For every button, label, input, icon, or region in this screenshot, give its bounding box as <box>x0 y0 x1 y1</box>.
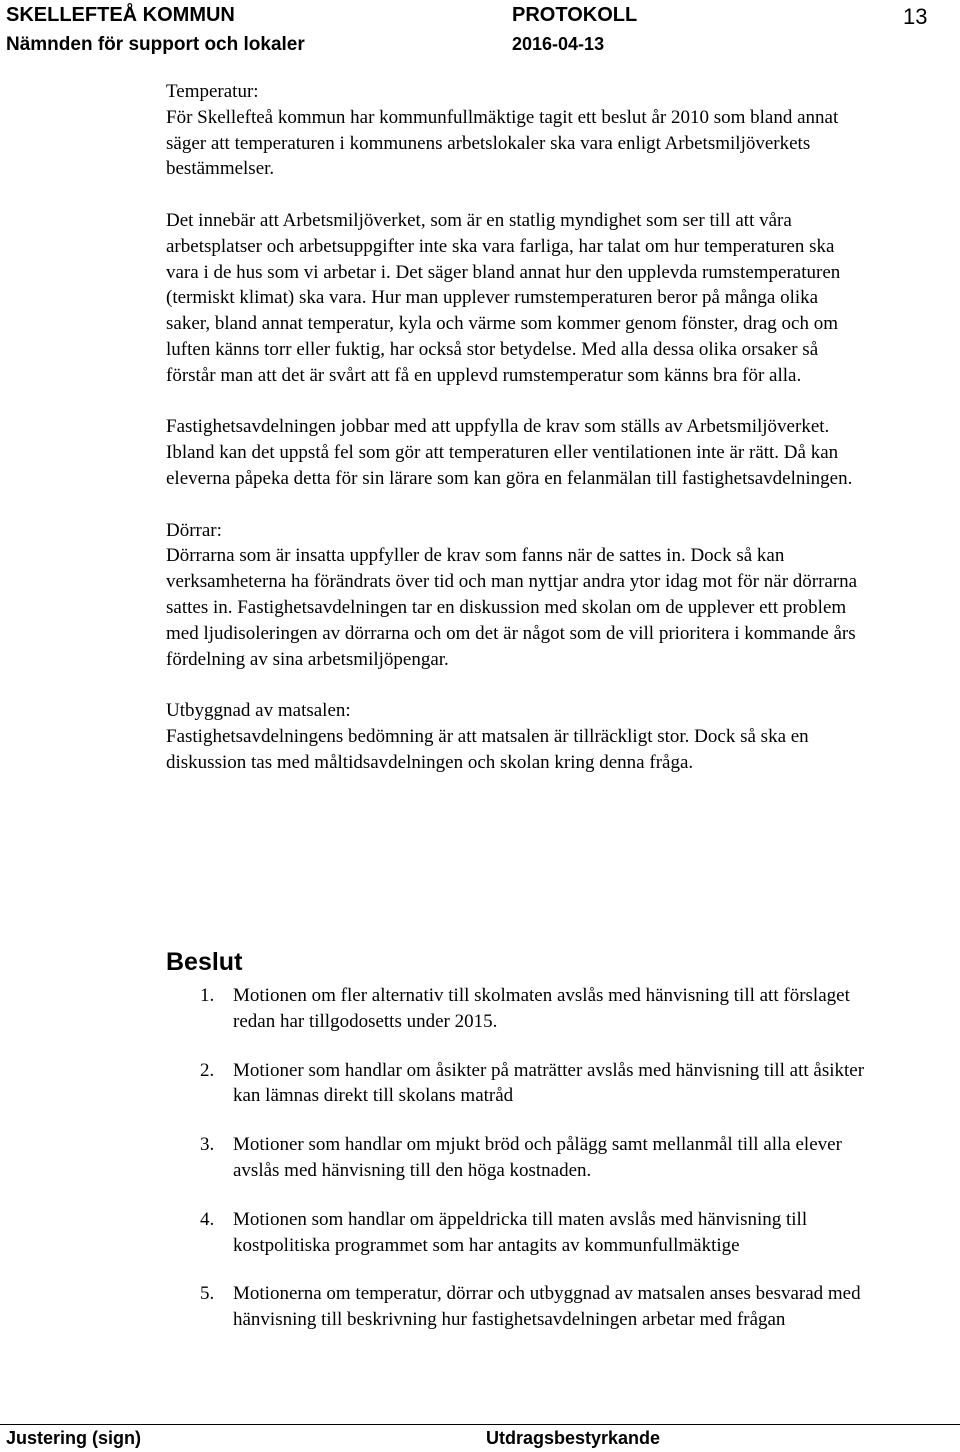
decision-number: 2. <box>200 1059 215 1081</box>
page-number: 13 <box>903 4 928 29</box>
paragraph: Det innebär att Arbetsmiljöverket, som är en statlig myndighet som ser till att våra arbetsplatser och arbetsuppgifter inte ska vara farliga, har talat om hur temperaturen ska vara i de hus som vi arbetar i. Det säger bland annat hur den upplevda rumstemperaturen (termiskt klimat) ska vara. Hur man upplever rumstemperaturen beror på många olika saker, bland annat temperatur, kyla och värme som kommer genom fönster, drag och om luften känns torr eller fuktig, har också stor betydelse. Med alla dessa olika orsaker så förstår man att det är svårt att få en upplevd rumstemperatur som känns bra för alla. <box>166 209 841 386</box>
decision-text: Motionerna om temperatur, dörrar och utbyggnad av matsalen anses besvarad med hänvisning till beskrivning hur fastighetsavdelningen arbetar med frågan <box>233 1283 861 1331</box>
decision-item <box>166 983 886 1035</box>
decision-text: Motionen om fler alternativ till skolmaten avslås med hänvisning till att förslaget redan har tillgodosetts under 2015. <box>233 985 850 1032</box>
footer-signature-label: Justering (sign) <box>6 1428 142 1448</box>
decision-text: Motioner som handlar om åsikter på maträtter avslås med hänvisning till att åsikter kan lämnas direkt till skolans matråd <box>233 1059 865 1107</box>
paragraph: Dörrarna som är insatta uppfyller de krav som fanns när de sattes in. Dock så kan verksamheterna ha förändrats över tid och man nyttjar andra ytor idag mot för när dörrarna sattes in. Fastighetsavdelningen tar en diskussion med skolan om de upplever ett problem med ljudisoleringen av dörrarna och om det är något som de vill prioritera i kommande års fördelning av sina arbetsmiljöpengar. <box>166 545 858 670</box>
paragraph: Fastighetsavdelningens bedömning är att matsalen är tillräckligt stor. Dock så ska en diskussion tas med måltidsavdelningen och skolan kring denna fråga. <box>166 725 809 773</box>
department-name: Nämnden för support och lokaler <box>6 34 305 55</box>
decision-item <box>166 1132 886 1184</box>
decision-heading: Beslut <box>166 948 243 976</box>
page-footer <box>0 1424 960 1452</box>
document-date: 2016-04-13 <box>512 34 605 54</box>
section-heading-dining-hall: Utbyggnad av matsalen: <box>166 700 351 722</box>
page-header <box>0 0 960 62</box>
decision-text: Motioner som handlar om mjukt bröd och pålägg samt mellanmål till alla elever avslås med hänvisning till den höga kostnaden. <box>233 1134 842 1181</box>
section-heading-temperature: Temperatur: <box>166 81 259 102</box>
paragraph: Fastighetsavdelningen jobbar med att uppfylla de krav som ställs av Arbetsmiljöverket. Ibland kan det uppstå fel som gör att temperaturen eller ventilationen inte är rätt. Då kan eleverna påpeka detta för sin lärare som kan göra en felanmälan till fastighetsavdelningen. <box>166 416 853 489</box>
decision-item <box>166 1207 886 1259</box>
decision-number: 1. <box>200 985 215 1006</box>
decision-item <box>166 1058 886 1110</box>
footer-certification-label: Utdragsbestyrkande <box>486 1428 661 1448</box>
section-heading-doors: Dörrar: <box>166 519 222 541</box>
decision-number: 3. <box>200 1134 215 1156</box>
minutes-body <box>166 79 866 776</box>
decision-text: Motionen som handlar om äppeldricka till maten avslås med hänvisning till kostpolitiska programmet som har antagits av kommunfullmäktige <box>233 1208 808 1256</box>
decision-item <box>166 1281 886 1333</box>
organization-name: SKELLEFTEÅ KOMMUN <box>6 4 235 26</box>
document-type: PROTOKOLL <box>512 4 638 26</box>
decision-number: 4. <box>200 1208 215 1230</box>
paragraph: För Skellefteå kommun har kommunfullmäktige tagit ett beslut år 2010 som bland annat säger att temperaturen i kommunens arbetslokaler ska vara enligt Arbetsmiljöverkets bestämmelser. <box>166 106 839 180</box>
decision-number: 5. <box>200 1283 215 1305</box>
decision-list <box>166 983 886 1356</box>
